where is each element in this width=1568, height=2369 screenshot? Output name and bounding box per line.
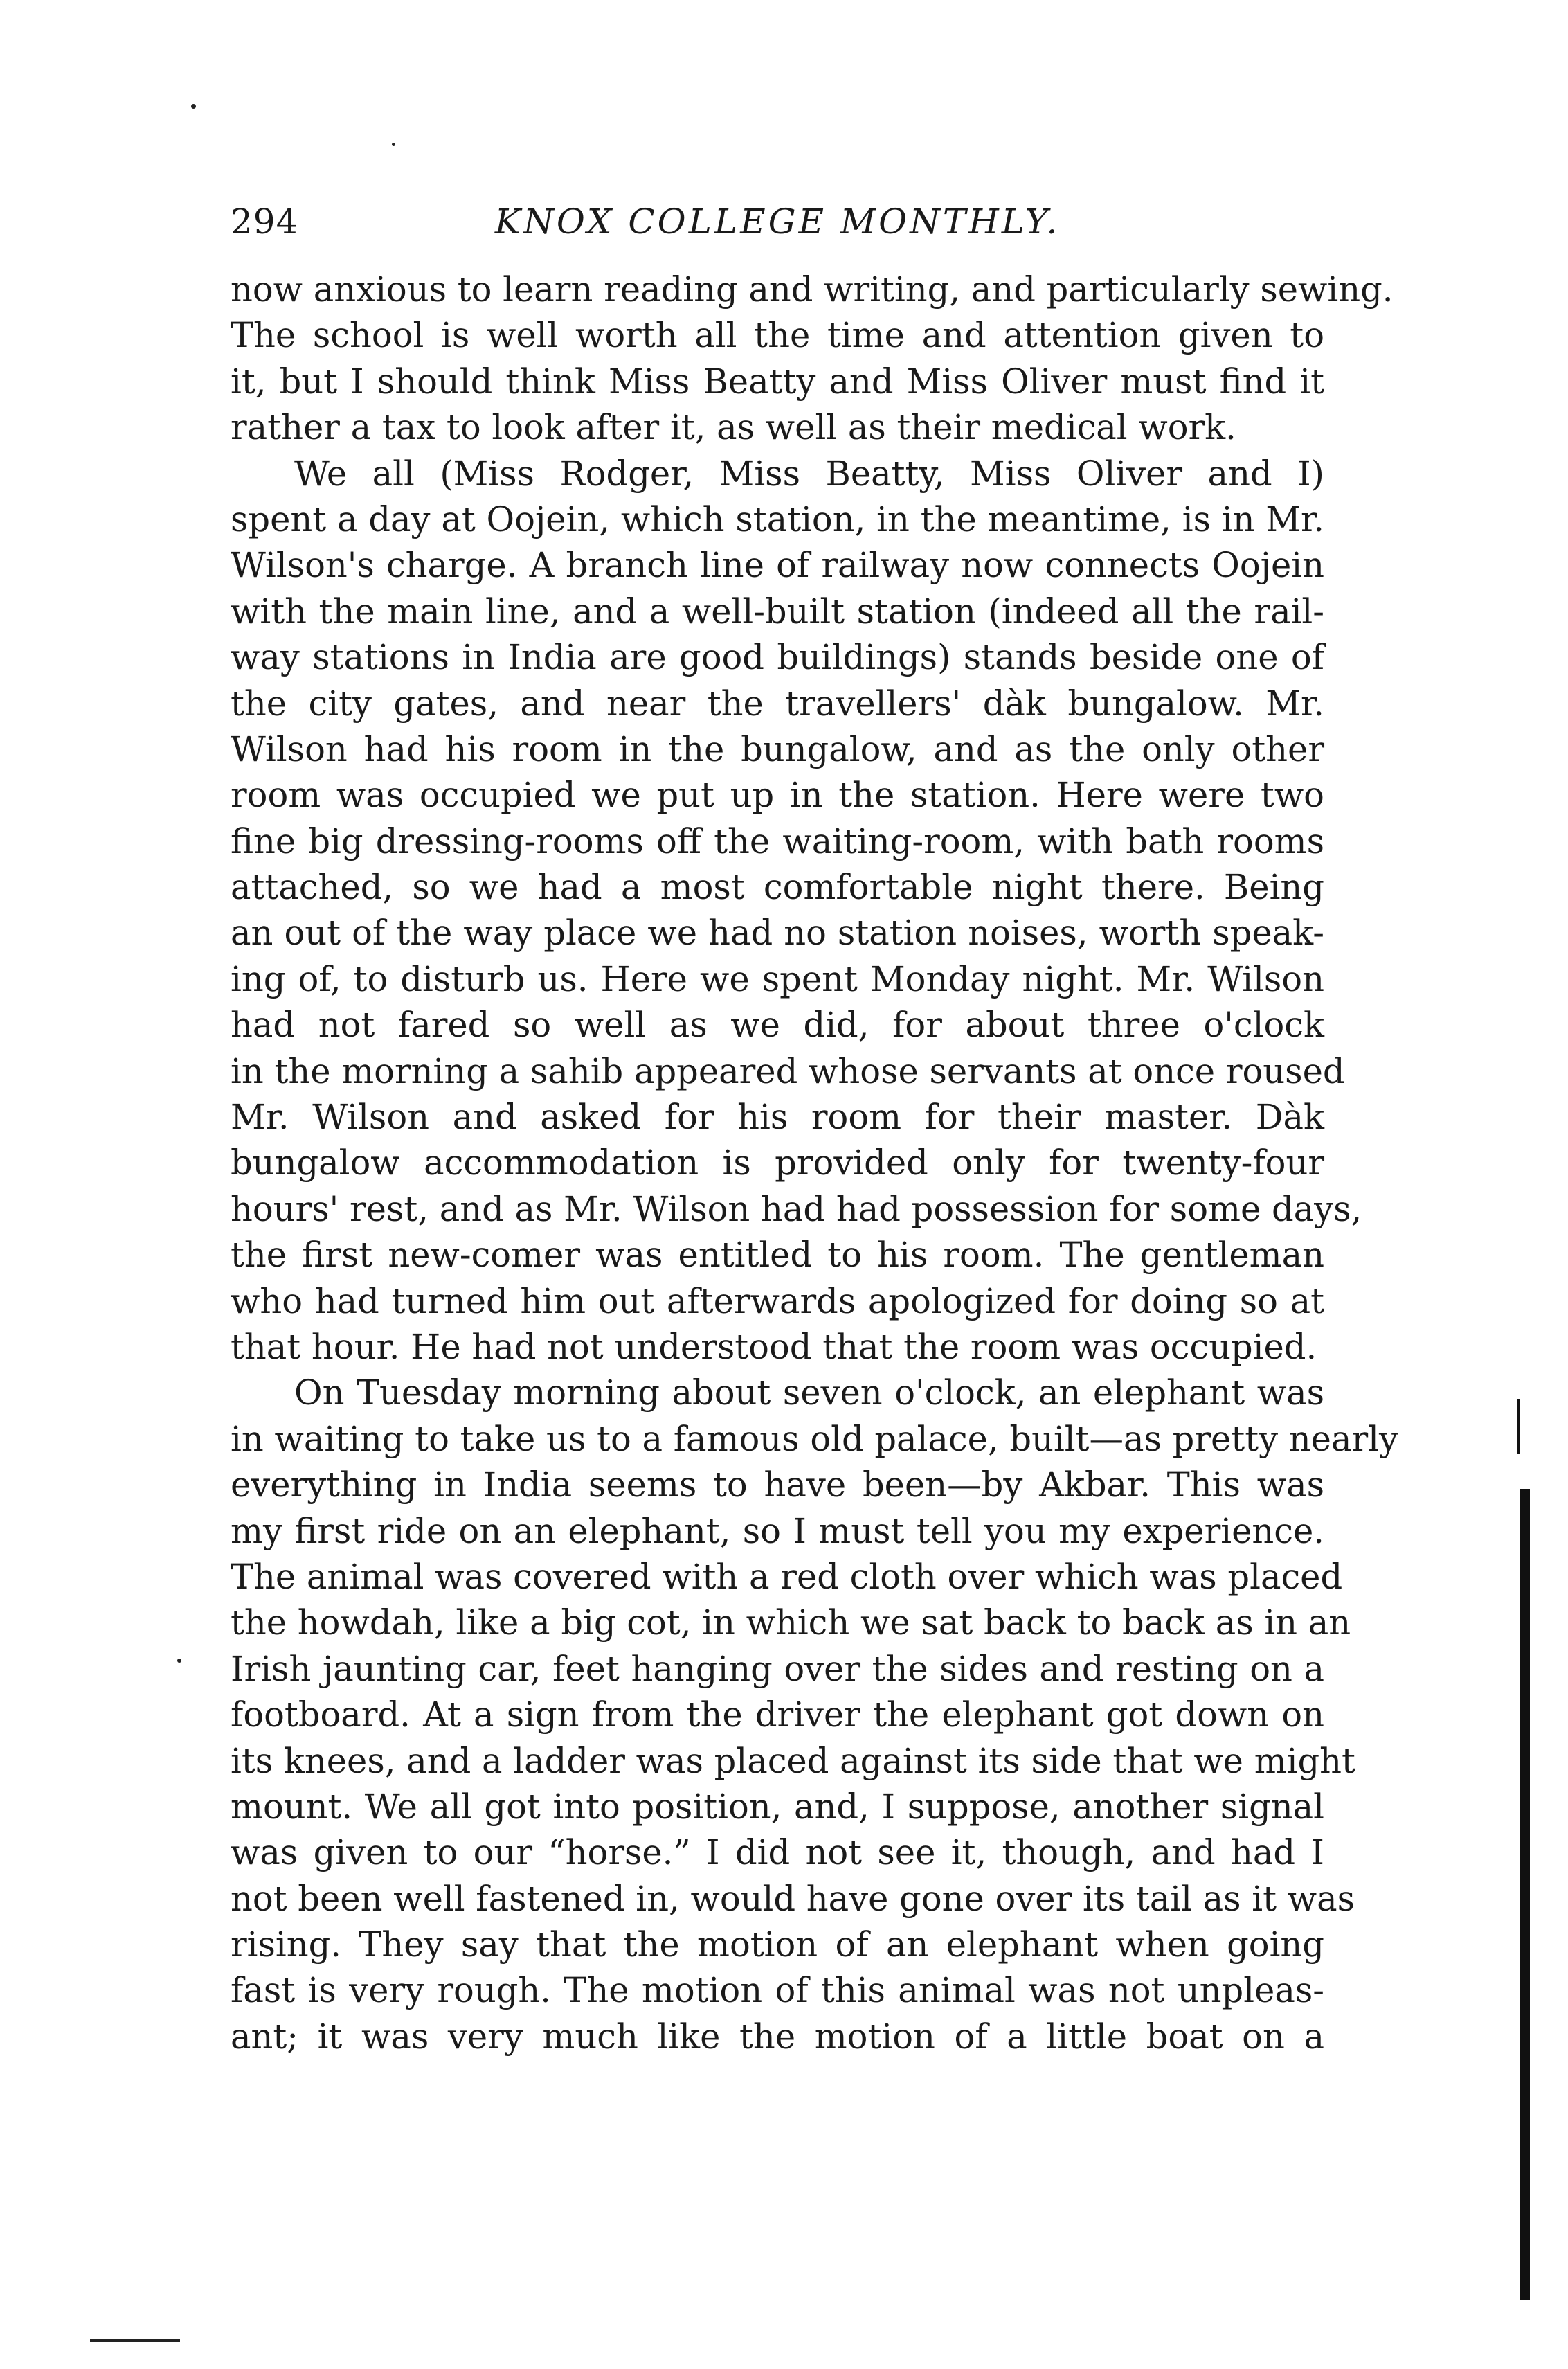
text-line: Wilson's charge. A branch line of railway now connects Oojein [231, 545, 1324, 586]
text-line: On Tuesday morning about seven o'clock, an elephant was [294, 1373, 1324, 1413]
text-line: its knees, and a ladder was placed against its side that we might [231, 1740, 1355, 1781]
text-line: who had turned him out afterwards apologized for doing so at [231, 1280, 1324, 1321]
text-line: The animal was covered with a red cloth over which was placed [231, 1556, 1343, 1597]
text-line: my first ride on an elephant, so I must tell you my experience. [231, 1510, 1324, 1551]
text-line: We all (Miss Rodger, Miss Beatty, Miss Oliver and I) [294, 453, 1324, 494]
article-body [231, 267, 1398, 2059]
text-line: The school is well worth all the time and attention given to [231, 315, 1324, 356]
scan-margin-rule [90, 2339, 180, 2342]
text-line: Irish jaunting car, feet hanging over the sides and resting on a [231, 1648, 1324, 1689]
text-line: rising. They say that the motion of an elephant when going [231, 1924, 1324, 1965]
text-line: in the morning a sahib appeared whose servants at once roused [231, 1051, 1345, 1091]
text-line: Mr. Wilson and asked for his room for their master. Dàk [231, 1097, 1324, 1138]
text-line: the first new-comer was entitled to his room. The gentleman [231, 1235, 1324, 1276]
text-line: spent a day at Oojein, which station, in the meantime, is in Mr. [231, 499, 1324, 539]
text-line: ing of, to disturb us. Here we spent Monday night. Mr. Wilson [231, 958, 1324, 999]
text-line: attached, so we had a most comfortable night there. Being [231, 867, 1324, 908]
ink-speck [392, 143, 395, 146]
text-line: ant; it was very much like the motion of a little boat on a [231, 2016, 1324, 2057]
scan-margin-shadow [1517, 1399, 1520, 1454]
text-line: not been well fastened in, would have gone over its tail as it was [231, 1878, 1355, 1919]
text-line: with the main line, and a well-built station (indeed all the rail- [231, 591, 1324, 632]
text-line: mount. We all got into position, and, I suppose, another signal [231, 1786, 1324, 1827]
ink-speck [177, 1659, 181, 1663]
scan-margin-shadow [1520, 1489, 1530, 2300]
text-line: now anxious to learn reading and writing, and particularly sewing. [231, 269, 1394, 310]
text-line: in waiting to take us to a famous old palace, built—as pretty nearly [231, 1418, 1398, 1459]
running-header [231, 197, 1324, 246]
text-line: fast is very rough. The motion of this animal was not unpleas- [231, 1970, 1324, 2011]
text-line: was given to our “horse.” I did not see it, though, and had I [231, 1832, 1324, 1873]
text-line: room was occupied we put up in the station. Here were two [231, 775, 1324, 816]
text-line: an out of the way place we had no station noises, worth speak- [231, 913, 1324, 954]
text-line: it, but I should think Miss Beatty and Miss Oliver must find it [231, 361, 1324, 402]
text-line: hours' rest, and as Mr. Wilson had had possession for some days, [231, 1188, 1362, 1229]
running-title: KNOX COLLEGE MONTHLY. [494, 202, 1061, 242]
text-line: rather a tax to look after it, as well as their medical work. [231, 407, 1236, 448]
text-line: Wilson had his room in the bungalow, and as the only other [231, 728, 1324, 769]
text-line: fine big dressing-rooms off the waiting-room, with bath rooms [231, 821, 1324, 861]
text-line: the howdah, like a big cot, in which we sat back to back as in an [231, 1602, 1351, 1643]
text-line: the city gates, and near the travellers' dàk bungalow. Mr. [231, 683, 1324, 724]
text-line: had not fared so well as we did, for about three o'clock [231, 1005, 1324, 1046]
text-line: bungalow accommodation is provided only for twenty-four [231, 1143, 1324, 1183]
text-line: that hour. He had not understood that the room was occupied. [231, 1326, 1317, 1367]
text-line: everything in India seems to have been—by Akbar. This was [231, 1465, 1324, 1505]
page-number: 294 [231, 202, 299, 242]
ink-speck [191, 104, 196, 109]
text-line: way stations in India are good buildings) stands beside one of [231, 637, 1324, 678]
text-line: footboard. At a sign from the driver the elephant got down on [231, 1695, 1324, 1735]
